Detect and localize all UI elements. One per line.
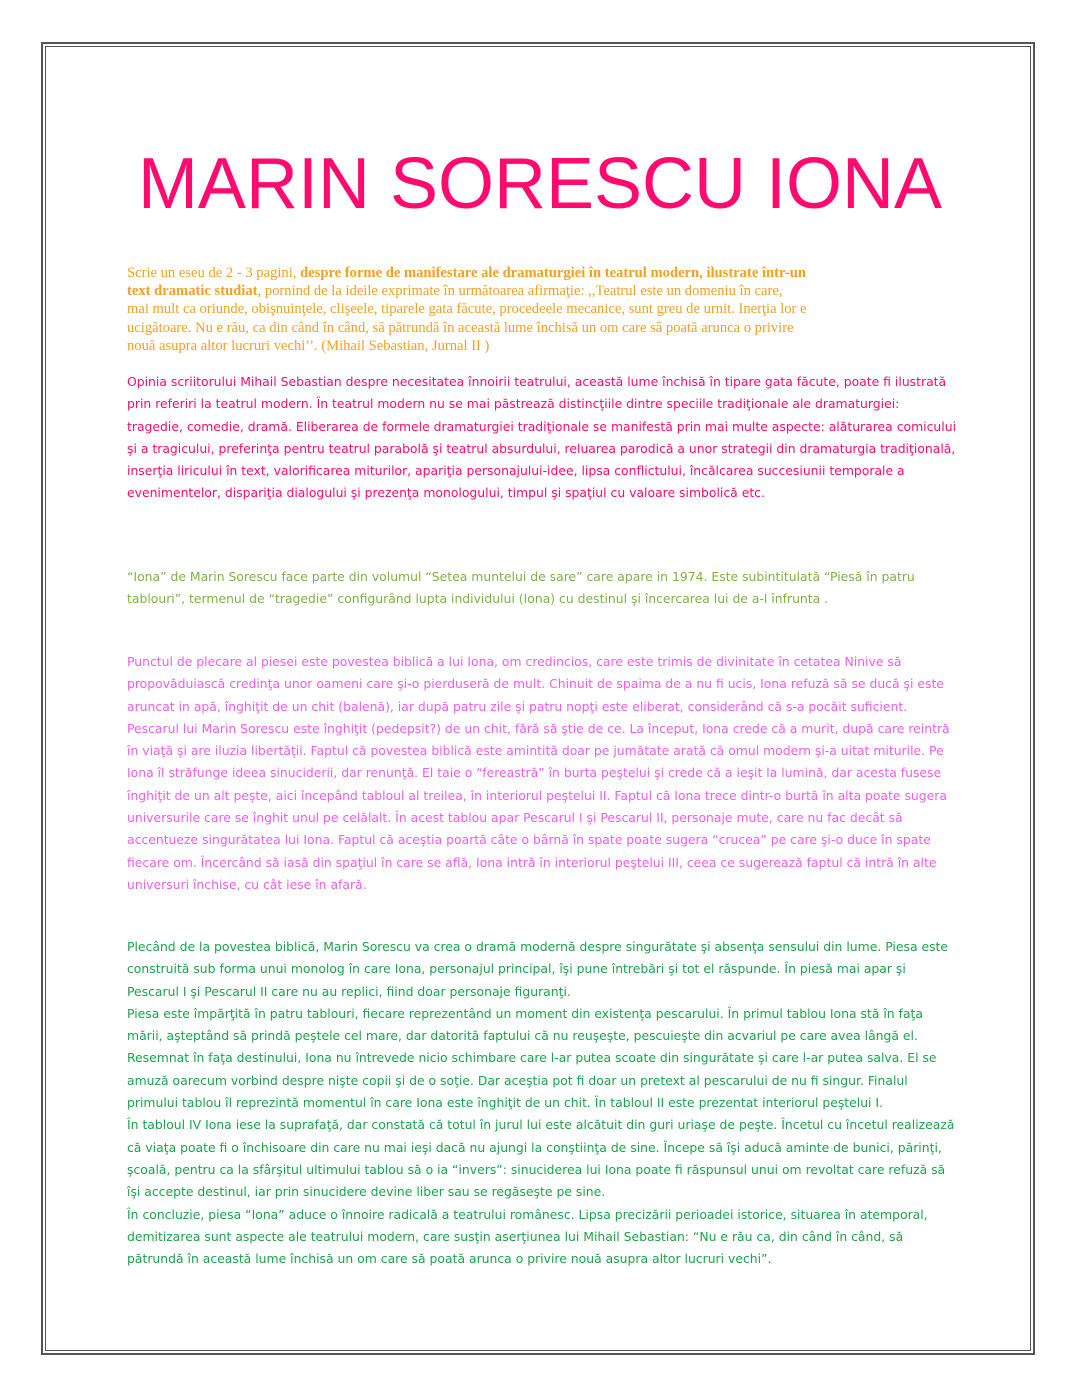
paragraph-biblical-story: Punctul de plecare al piesei este povestea biblică a lui Iona, om credincios, care este trimis de divinitate în cetatea Ninive să propovăduiască credinţa unor oameni care şi-o pierduseră de mult. Chinuit de spaima de a nu fi ucis, Iona refuză să se ducă şi este aruncat in apă, înghiţit de un chit (balenă), iar după patru zile şi patru nopţi este eliberat, considerând că s-a pocăit suficient. Pescarul lui Marin Sorescu este înghiţit (pedepsit?) de un chit, fără să ştie de ce. La început, Iona crede că a murit, după care reintră în viaţă şi are iluzia libertăţii. Faptul că povestea biblică este amintită doar pe jumătate arată că omul modern şi-a uitat miturile. Pe Iona îl străfunge ideea sinuciderii, dar renunţă. El taie o “fereastră” în burta peştelui şi crede că a ieşit la lumină, dar acesta fusese înghiţit de un alt peşte, aici începând tabloul al treilea, în interiorul peştelui II. Faptul că Iona trece dintr-o burtă în alta poate sugera universurile care se înghit unul pe celălalt. În acest tablou apar Pescarul I şi Pescarul II, personaje mute, care nu fac decât să accentueze singurătatea lui Iona. Faptul că aceştia poartă câte o bârnă în spate poate sugera “crucea” pe care şi-o duce în spate fiecare om. Încercând să iasă din spaţiul în care se află, Iona intră în interiorul peştelui III, ceea ce sugerează faptul că intră în alte universuri închise, cu cât iese în afară. [127, 654, 950, 892]
essay-prompt [127, 264, 807, 355]
paragraph-analysis-part-3: În tabloul IV Iona iese la suprafaţă, dar constată că totul în jurul lui este alcătuit din guri uriaşe de peşte. Încetul cu încetul realizează că viaţa poate fi o închisoare din care nu mai ieşi dacă nu ajungi la conştiinţa de sine. Începe să îşi aducă aminte de bunici, părinţi, şcoală, pentru ca la sfârşitul ultimului tablou să o ia “invers”: sinuciderea lui Iona poate fi răspunsul unui om revoltat care refuză să îşi accepte destinul, iar prin sinucidere devine liber sau se regăseşte pe sine. [127, 1117, 955, 1200]
document-title: MARIN SORESCU IONA [137, 144, 943, 224]
prompt-intro: Scrie un eseu de 2 - 3 pagini, [127, 265, 301, 281]
paragraph-introduction: Opinia scriitorului Mihail Sebastian despre necesitatea înnoirii teatrului, această lume închisă în tipare gata făcute, poate fi ilustrată prin referiri la teatrul modern. În teatrul modern nu se mai păstrează distincţiile dintre speciile tradiţionale ale dramaturgiei: tragedie, comedie, dramă. Eliberarea de formele dramaturgiei tradiţionale se manifestă prin mai multe aspecte: alăturarea comicului şi a tragicului, preferinţa pentru teatrul parabolă şi teatrul absurdului, reluarea parodică a unor strategii din dramaturgia tradiţională, inserţia liricului în text, valorificarea miturilor, apariţia personajului-idee, lipsa conflictului, încălcarea succesiunii temporale a evenimentelor, dispariţia dialogului şi prezenţa monologului, timpul şi spaţiul cu valoare simbolică etc. [127, 374, 957, 501]
paragraph-analysis [127, 936, 957, 1270]
paragraph-context: “Iona” de Marin Sorescu face parte din volumul “Setea muntelui de sare” care apare in 1974. Este subintitulată “Piesă în patru tablouri”, termenul de “tragedie” configurând lupta individului (Iona) cu destinul şi încercarea lui de a-l înfrunta . [127, 569, 915, 607]
paragraph-analysis-part-2: Piesa este împărţită în patru tablouri, fiecare reprezentând un moment din existenţa pescarului. În primul tablou Iona stă în faţa mării, aşteptând să prindă peştele cel mare, dar datorită faptului că nu reuşeşte, pescuieşte din acvariul pe care avea lângă el. Resemnat în faţa destinului, Iona nu întrevede nicio schimbare care l-ar putea scoate din singurătate şi care l-ar putea salva. El se amuză oarecum vorbind despre nişte copii şi de o soţie. Dar aceştia pot fi doar un pretext al pescarului de nu fi singur. Finalul primului tablou îl reprezintă momentul în care Iona este înghiţit de un chit. În tabloul II este prezentat interiorul peştelui I. [127, 1005, 937, 1111]
prompt-bold: despre forme de manifestare ale dramaturgiei în teatrul modern, ilustrate într-un text dramatic studiat [127, 265, 807, 300]
paragraph-analysis-part-1: Plecând de la povestea biblică, Marin Sorescu va crea o dramă modernă despre singurătate şi absenţa sensului din lume. Piesa este construită sub forma unui monolog în care Iona, personajul principal, îşi pune întrebări şi tot el răspunde. În piesă mai apar şi Pescarul I şi Pescarul II care nu au replici, fiind doar personaje figuranţi. [127, 939, 949, 999]
paragraph-conclusion: În concluzie, piesa “Iona” aduce o înnoire radicală a teatrului românesc. Lipsa precizării perioadei istorice, situarea în atemporal, demitizarea sunt aspecte ale teatrului modern, care susţin aserţiunea lui Mihail Sebastian: “Nu e rău ca, din când în când, să pătrundă în această lume închisă un om care să poată arunca o privire nouă asupra altor lucruri vechi”. [127, 1206, 928, 1267]
prompt-rest: , pornind de la ideile exprimate în următoarea afirmaţie: ,,Teatrul este un domeniu în care, mai mult ca oriunde, obişnuinţele, clişeele, tiparele gata făcute, procedeele mecanice, sunt greu de urnit. Inerţia lor e ucigătoare. Nu e rău, ca din când în când, să pătrundă în această lume închisă un om care să poată arunca o privire nouă asupra altor lucruri vechi’’. (Mihail Sebastian, Jurnal II ) [127, 283, 807, 354]
